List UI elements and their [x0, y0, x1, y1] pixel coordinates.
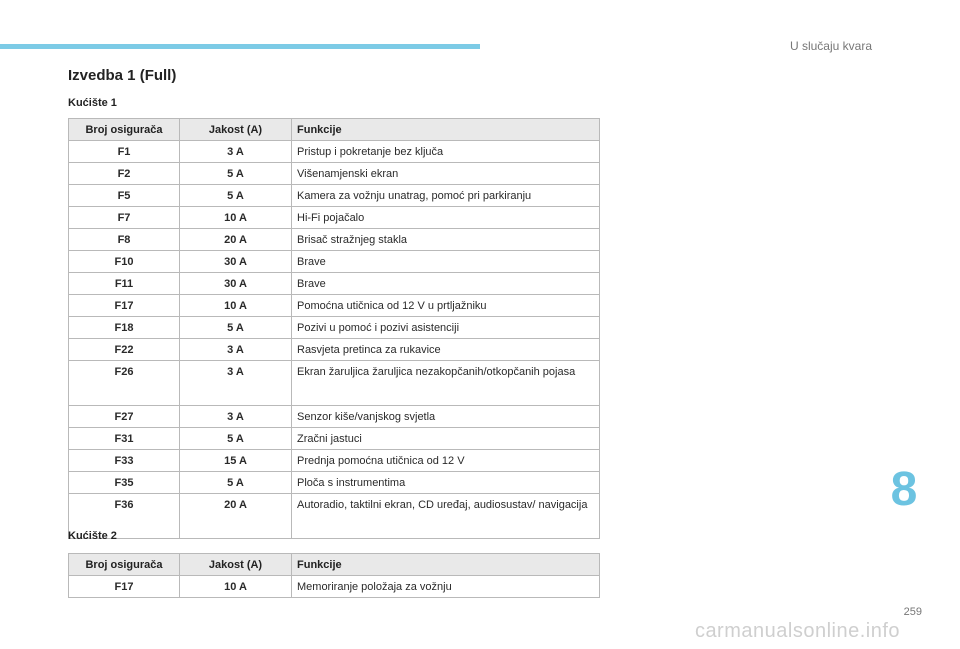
watermark: carmanualsonline.info: [694, 620, 900, 642]
top-accent-bar: [0, 44, 480, 49]
rating-cell: 3 A: [180, 141, 292, 163]
table-header-row: [69, 554, 600, 576]
table-row: [69, 472, 600, 494]
table-row: [69, 251, 600, 273]
rating-cell: 30 A: [180, 251, 292, 273]
fuse-number-cell: F26: [69, 361, 180, 406]
function-cell: Ekran žaruljica žaruljica nezakopčanih/otkopčanih pojasa: [292, 361, 600, 406]
function-cell: Autoradio, taktilni ekran, CD uređaj, audiosustav/ navigacija: [292, 494, 600, 539]
table-row: [69, 406, 600, 428]
table-row: [69, 207, 600, 229]
fuse-number-cell: F7: [69, 207, 180, 229]
fuse-number-cell: F17: [69, 576, 180, 598]
column-header-fuse-number: Broj osigurača: [69, 119, 180, 141]
table-row: [69, 185, 600, 207]
table-row: [69, 273, 600, 295]
function-cell: Pomoćna utičnica od 12 V u prtljažniku: [292, 295, 600, 317]
table-row: [69, 339, 600, 361]
function-cell: Kamera za vožnju unatrag, pomoć pri parkiranju: [292, 185, 600, 207]
chapter-tab-number: 8: [890, 463, 918, 516]
fuse-number-cell: F11: [69, 273, 180, 295]
column-header-rating: Jakost (A): [180, 554, 292, 576]
fuse-number-cell: F8: [69, 229, 180, 251]
fuse-table-2-body: [69, 576, 600, 598]
fuse-number-cell: F17: [69, 295, 180, 317]
rating-cell: 5 A: [180, 472, 292, 494]
column-header-fuse-number: Broj osigurača: [69, 554, 180, 576]
table-row: [69, 141, 600, 163]
page-title: Izvedba 1 (Full): [68, 67, 177, 84]
function-cell: Ploča s instrumentima: [292, 472, 600, 494]
table-row: [69, 163, 600, 185]
rating-cell: 5 A: [180, 163, 292, 185]
table-header-row: [69, 119, 600, 141]
fuse-number-cell: F31: [69, 428, 180, 450]
section-label-1: Kućište 1: [68, 97, 117, 109]
fuse-number-cell: F27: [69, 406, 180, 428]
function-cell: Memoriranje položaja za vožnju: [292, 576, 600, 598]
function-cell: Pristup i pokretanje bez ključa: [292, 141, 600, 163]
rating-cell: 3 A: [180, 361, 292, 406]
fuse-number-cell: F5: [69, 185, 180, 207]
rating-cell: 10 A: [180, 207, 292, 229]
table-row: [69, 361, 600, 406]
rating-cell: 3 A: [180, 339, 292, 361]
table-row: [69, 576, 600, 598]
fuse-number-cell: F10: [69, 251, 180, 273]
rating-cell: 30 A: [180, 273, 292, 295]
table-row: [69, 229, 600, 251]
section-label-2: Kućište 2: [68, 530, 117, 542]
table-row: [69, 428, 600, 450]
rating-cell: 10 A: [180, 295, 292, 317]
rating-cell: 10 A: [180, 576, 292, 598]
fuse-number-cell: F36: [69, 494, 180, 539]
rating-cell: 20 A: [180, 229, 292, 251]
rating-cell: 15 A: [180, 450, 292, 472]
column-header-function: Funkcije: [292, 554, 600, 576]
rating-cell: 20 A: [180, 494, 292, 539]
function-cell: Zračni jastuci: [292, 428, 600, 450]
table-row: [69, 450, 600, 472]
fuse-number-cell: F2: [69, 163, 180, 185]
fuse-table-1-body: [69, 141, 600, 539]
rating-cell: 5 A: [180, 185, 292, 207]
table-row: [69, 295, 600, 317]
function-cell: Brave: [292, 273, 600, 295]
fuse-number-cell: F22: [69, 339, 180, 361]
table-row: [69, 317, 600, 339]
fuse-table-1: [68, 118, 600, 539]
function-cell: Senzor kiše/vanjskog svjetla: [292, 406, 600, 428]
function-cell: Višenamjenski ekran: [292, 163, 600, 185]
fuse-number-cell: F33: [69, 450, 180, 472]
rating-cell: 5 A: [180, 317, 292, 339]
function-cell: Pozivi u pomoć i pozivi asistenciji: [292, 317, 600, 339]
function-cell: Hi-Fi pojačalo: [292, 207, 600, 229]
fuse-number-cell: F1: [69, 141, 180, 163]
page-number: 259: [903, 606, 922, 618]
function-cell: Rasvjeta pretinca za rukavice: [292, 339, 600, 361]
table-row: [69, 494, 600, 539]
function-cell: Brisač stražnjeg stakla: [292, 229, 600, 251]
fuse-table-2: [68, 553, 600, 598]
rating-cell: 5 A: [180, 428, 292, 450]
column-header-function: Funkcije: [292, 119, 600, 141]
chapter-title: U slučaju kvara: [789, 39, 872, 53]
function-cell: Prednja pomoćna utičnica od 12 V: [292, 450, 600, 472]
rating-cell: 3 A: [180, 406, 292, 428]
column-header-rating: Jakost (A): [180, 119, 292, 141]
fuse-number-cell: F18: [69, 317, 180, 339]
function-cell: Brave: [292, 251, 600, 273]
fuse-number-cell: F35: [69, 472, 180, 494]
